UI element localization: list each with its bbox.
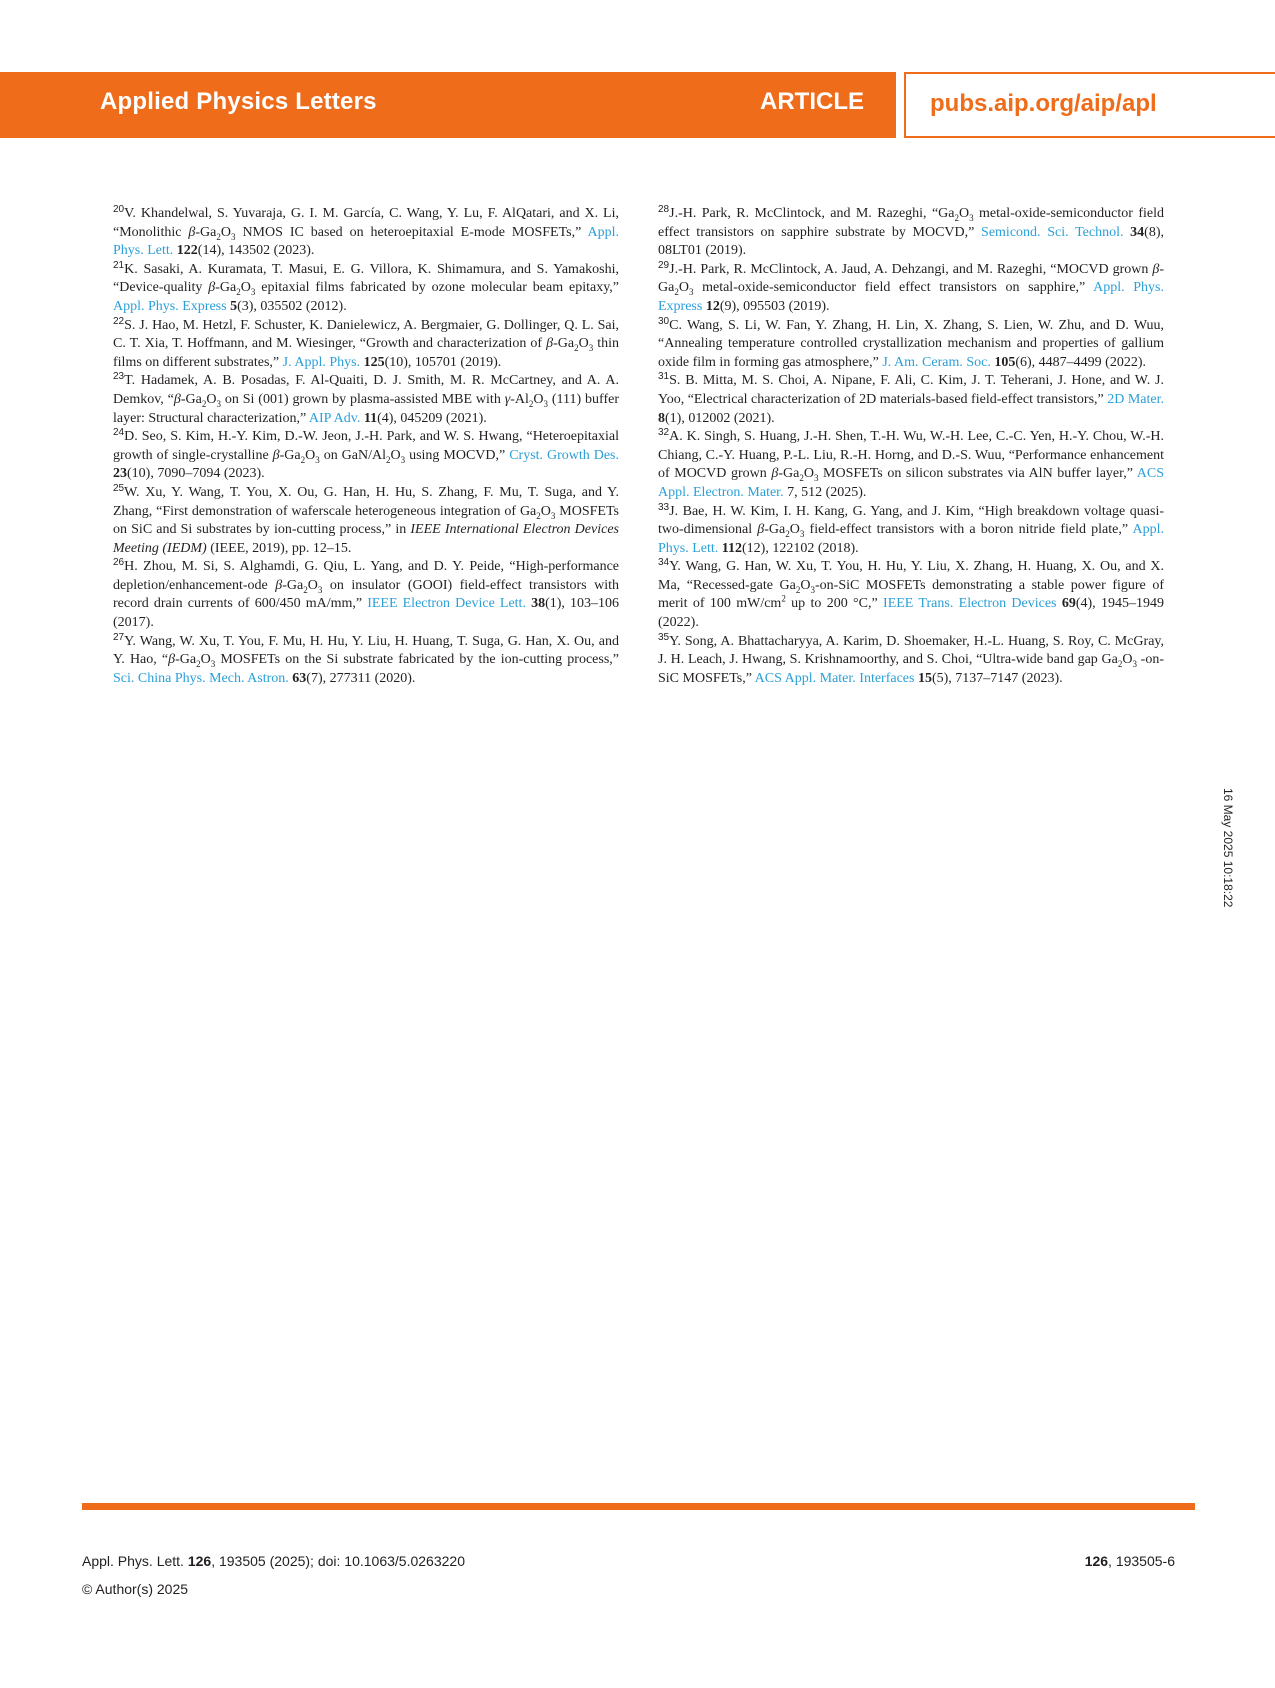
reference-number: 23 (113, 371, 125, 383)
copyright: © Author(s) 2025 (82, 1581, 189, 1597)
reference-number: 29 (658, 259, 670, 271)
reference-32: $^{32}$A. K. Singh, S. Huang, J.-H. Shen, T.-H. Wu, W.-H. Lee, C.-C. Yen, H.-Y. Chou, W.-H. Chiang, C.-Y. Huang, P.-L. Liu, R.-H. Horng, and D.-S. Wuu, “Performance enhancement of MOCVD grown $\beta-Ga_2O_3$ MOSFETs on silicon substrates via AlN buffer layer,” ACS Appl. Electron. Mater. 7, 512 (2025). (658, 427, 1164, 500)
reference-number: 33 (658, 501, 670, 513)
header-bar (0, 72, 896, 138)
journal-link[interactable]: Appl. Phys. Express (113, 298, 227, 314)
reference-21: $^{21}$K. Sasaki, A. Kuramata, T. Masui, E. G. Villora, K. Shimamura, and S. Yamakoshi, “Device-quality $\beta-Ga_2O_3$ epitaxial films fabricated by ozone molecular beam epitaxy,” Appl. Phys. Express 5(3), 035502 (2012). (113, 259, 620, 314)
reference-24: $^{24}$D. Seo, S. Kim, H.-Y. Kim, D.-W. Jeon, J.-H. Park, and W. S. Hwang, “Heteroepitaxial growth of single-crystalline $\beta-Ga_2O_3$ on GaN/$Al_2O_3$ using MOCVD,” Cryst. Growth Des. 23(10), 7090–7094 (2023). (113, 427, 619, 482)
journal-link[interactable]: J. Appl. Phys. (282, 354, 361, 370)
references-column-right (658, 205, 1164, 688)
citation-volume: 126 (187, 1553, 212, 1569)
reference-number: 26 (113, 557, 125, 569)
page-volume: 126 (1084, 1553, 1109, 1569)
reference-number: 21 (113, 259, 125, 271)
reference-number: 27 (113, 631, 125, 643)
reference-number: 20 (113, 204, 125, 215)
reference-number: 32 (658, 427, 670, 439)
footer-citation (82, 1547, 465, 1603)
footer-page-number (1085, 1547, 1175, 1575)
journal-header (0, 72, 1275, 138)
reference-35: $^{35}$Y. Song, A. Bhattacharyya, A. Karim, D. Shoemaker, H.-L. Huang, S. Roy, C. McGray, J. H. Leach, J. Hwang, S. Krishnamoorthy, and S. Choi, “Ultra-wide band gap $Ga_2O_3$ -on-SiC MOSFETs,” ACS Appl. Mater. Interfaces 15(5), 7137–7147 (2023). (658, 631, 1164, 686)
citation-rest[interactable]: , 193505 (2025); doi: 10.1063/5.0263220 (211, 1553, 465, 1569)
journal-link[interactable]: AIP Adv. (308, 410, 361, 426)
journal-url-box[interactable] (904, 72, 1275, 138)
journal-link[interactable]: Appl. Phys. Lett. (113, 224, 620, 259)
download-timestamp: 16 May 2025 10:18:22 (1221, 788, 1235, 908)
journal-link[interactable]: Semicond. Sci. Technol. (981, 224, 1124, 240)
reference-number: 35 (658, 631, 670, 643)
reference-number: 34 (658, 557, 670, 569)
reference-30: $^{30}$C. Wang, S. Li, W. Fan, Y. Zhang, H. Lin, X. Zhang, S. Lien, W. Zhu, and D. Wuu, “Annealing temperature controlled crystallization mechanism and properties of gallium oxide film in forming gas atmosphere,” J. Am. Ceram. Soc. 105(6), 4487–4499 (2022). (658, 315, 1164, 370)
page-number: , 193505-6 (1108, 1553, 1175, 1569)
reference-number: 22 (113, 315, 125, 327)
journal-url[interactable]: pubs.aip.org/aip/apl (930, 90, 1157, 117)
reference-31: $^{31}$S. B. Mitta, M. S. Choi, A. Nipane, F. Ali, C. Kim, J. T. Teherani, J. Hone, and W. J. Yoo, “Electrical characterization of 2D materials-based field-effect transistors,” 2D Mater. 8(1), 012002 (2021). (658, 371, 1165, 426)
journal-link[interactable]: Appl. Phys. Express (658, 280, 1165, 314)
citation-journal: Appl. Phys. Lett. (82, 1553, 184, 1569)
reference-26: $^{26}$H. Zhou, M. Si, S. Alghamdi, G. Qiu, L. Yang, and D. Y. Peide, “High-performance depletion/enhancement-ode $\beta-Ga_2O_3$ on insulator (GOOI) field-effect transistors with record drain currents of 600/450 mA/mm,” IEEE Electron Device Lett. 38(1), 103–106 (2017). (113, 557, 619, 631)
journal-link[interactable]: Sci. China Phys. Mech. Astron. (113, 670, 289, 686)
journal-name[interactable]: Applied Physics Letters (100, 88, 377, 115)
reference-number: 30 (658, 315, 670, 327)
article-tag: ARTICLE (760, 88, 864, 115)
reference-20: $^{20}$V. Khandelwal, S. Yuvaraja, G. I. M. García, C. Wang, Y. Lu, F. AlQatari, and X. Li, “Monolithic $\beta-Ga_2O_3$ NMOS IC based on heteroepitaxial E-mode MOSFETs,” Appl. Phys. Lett. 122(14), 143502 (2023). (113, 204, 620, 259)
reference-33: $^{33}$J. Bae, H. W. Kim, I. H. Kang, G. Yang, and J. Kim, “High breakdown voltage quasi-two-dimensional $\beta-Ga_2O_3$ field-effect transistors with a boron nitride field plate,” Appl. Phys. Lett. 112(12), 122102 (2018). (658, 501, 1164, 556)
footer-rule (82, 1503, 1195, 1510)
journal-link[interactable]: J. Am. Ceram. Soc. (882, 354, 991, 370)
reference-number: 31 (658, 371, 670, 383)
reference-28: $^{28}$J.-H. Park, R. McClintock, and M. Razeghi, “$Ga_2O_3$ metal-oxide-semiconductor field effect transistors on sapphire substrate by MOCVD,” Semicond. Sci. Technol. 34(8), 08LT01 (2019). (658, 204, 1164, 259)
journal-link[interactable]: 2D Mater. (1107, 391, 1165, 407)
reference-34: $^{34}$Y. Wang, G. Han, W. Xu, T. You, H. Hu, Y. Liu, X. Zhang, H. Huang, X. Ou, and X. Ma, “Recessed-gate $Ga_2O_3-on$-SiC MOSFETs demonstrating a stable power figure of merit of 100 $mW/cm^2$ up to 200 °C,” IEEE Trans. Electron Devices 69(4), 1945–1949 (2022). (658, 557, 1165, 631)
citation-line (82, 1547, 465, 1575)
journal-link[interactable]: Appl. Phys. Lett. (658, 522, 1164, 556)
reference-27: $^{27}$Y. Wang, W. Xu, T. You, F. Mu, H. Hu, Y. Liu, H. Huang, T. Suga, G. Han, X. Ou, and Y. Hao, “$\beta-Ga_2O_3$ MOSFETs on the Si substrate fabricated by the ion-cutting process,” Sci. China Phys. Mech. Astron. 63(7), 277311 (2020). (113, 631, 619, 686)
journal-link[interactable]: IEEE Trans. Electron Devices (883, 596, 1057, 612)
reference-23: $^{23}$T. Hadamek, A. B. Posadas, F. Al-Quaiti, D. J. Smith, M. R. McCartney, and A. A. Demkov, “$\beta-Ga_2O_3$ on Si (001) grown by plasma-assisted MBE with $\gamma-Al_2O_3$ (111) buffer layer: Structural characterization,” AIP Adv. 11(4), 045209 (2021). (113, 371, 619, 426)
reference-22: $^{22}$S. J. Hao, M. Hetzl, F. Schuster, K. Danielewicz, A. Bergmaier, G. Dollinger, Q. L. Sai, C. T. Xia, T. Hoffmann, and M. Wiesinger, “Growth and characterization of $\beta-Ga_2O_3$ thin films on different substrates,” J. Appl. Phys. 125(10), 105701 (2019). (113, 315, 619, 370)
reference-29: $^{29}$J.-H. Park, R. McClintock, A. Jaud, A. Dehzangi, and M. Razeghi, “MOCVD grown $\beta-Ga_2O_3$ metal-oxide-semiconductor field effect transistors on sapphire,” Appl. Phys. Express 12(9), 095503 (2019). (658, 259, 1165, 314)
journal-link[interactable]: ACS Appl. Mater. Interfaces (754, 670, 915, 686)
references-column-left (113, 205, 619, 688)
journal-link[interactable]: ACS Appl. Electron. Mater. (658, 466, 1164, 500)
reference-number: 28 (658, 204, 670, 215)
journal-link[interactable]: IEEE Electron Device Lett. (367, 596, 526, 612)
reference-number: 25 (113, 482, 125, 494)
reference-25: $^{25}$W. Xu, Y. Wang, T. You, X. Ou, G. Han, H. Hu, S. Zhang, F. Mu, T. Suga, and Y. Zhang, “First demonstration of waferscale heterogeneous integration of $Ga_2O_3$ MOSFETs on SiC and Si substrates by ion-cutting process,” in IEEE International Electron Devices Meeting (IEDM) (IEEE, 2019), pp. 12–15. (113, 482, 619, 556)
reference-number: 24 (113, 427, 125, 439)
journal-link[interactable]: Cryst. Growth Des. (509, 447, 619, 463)
